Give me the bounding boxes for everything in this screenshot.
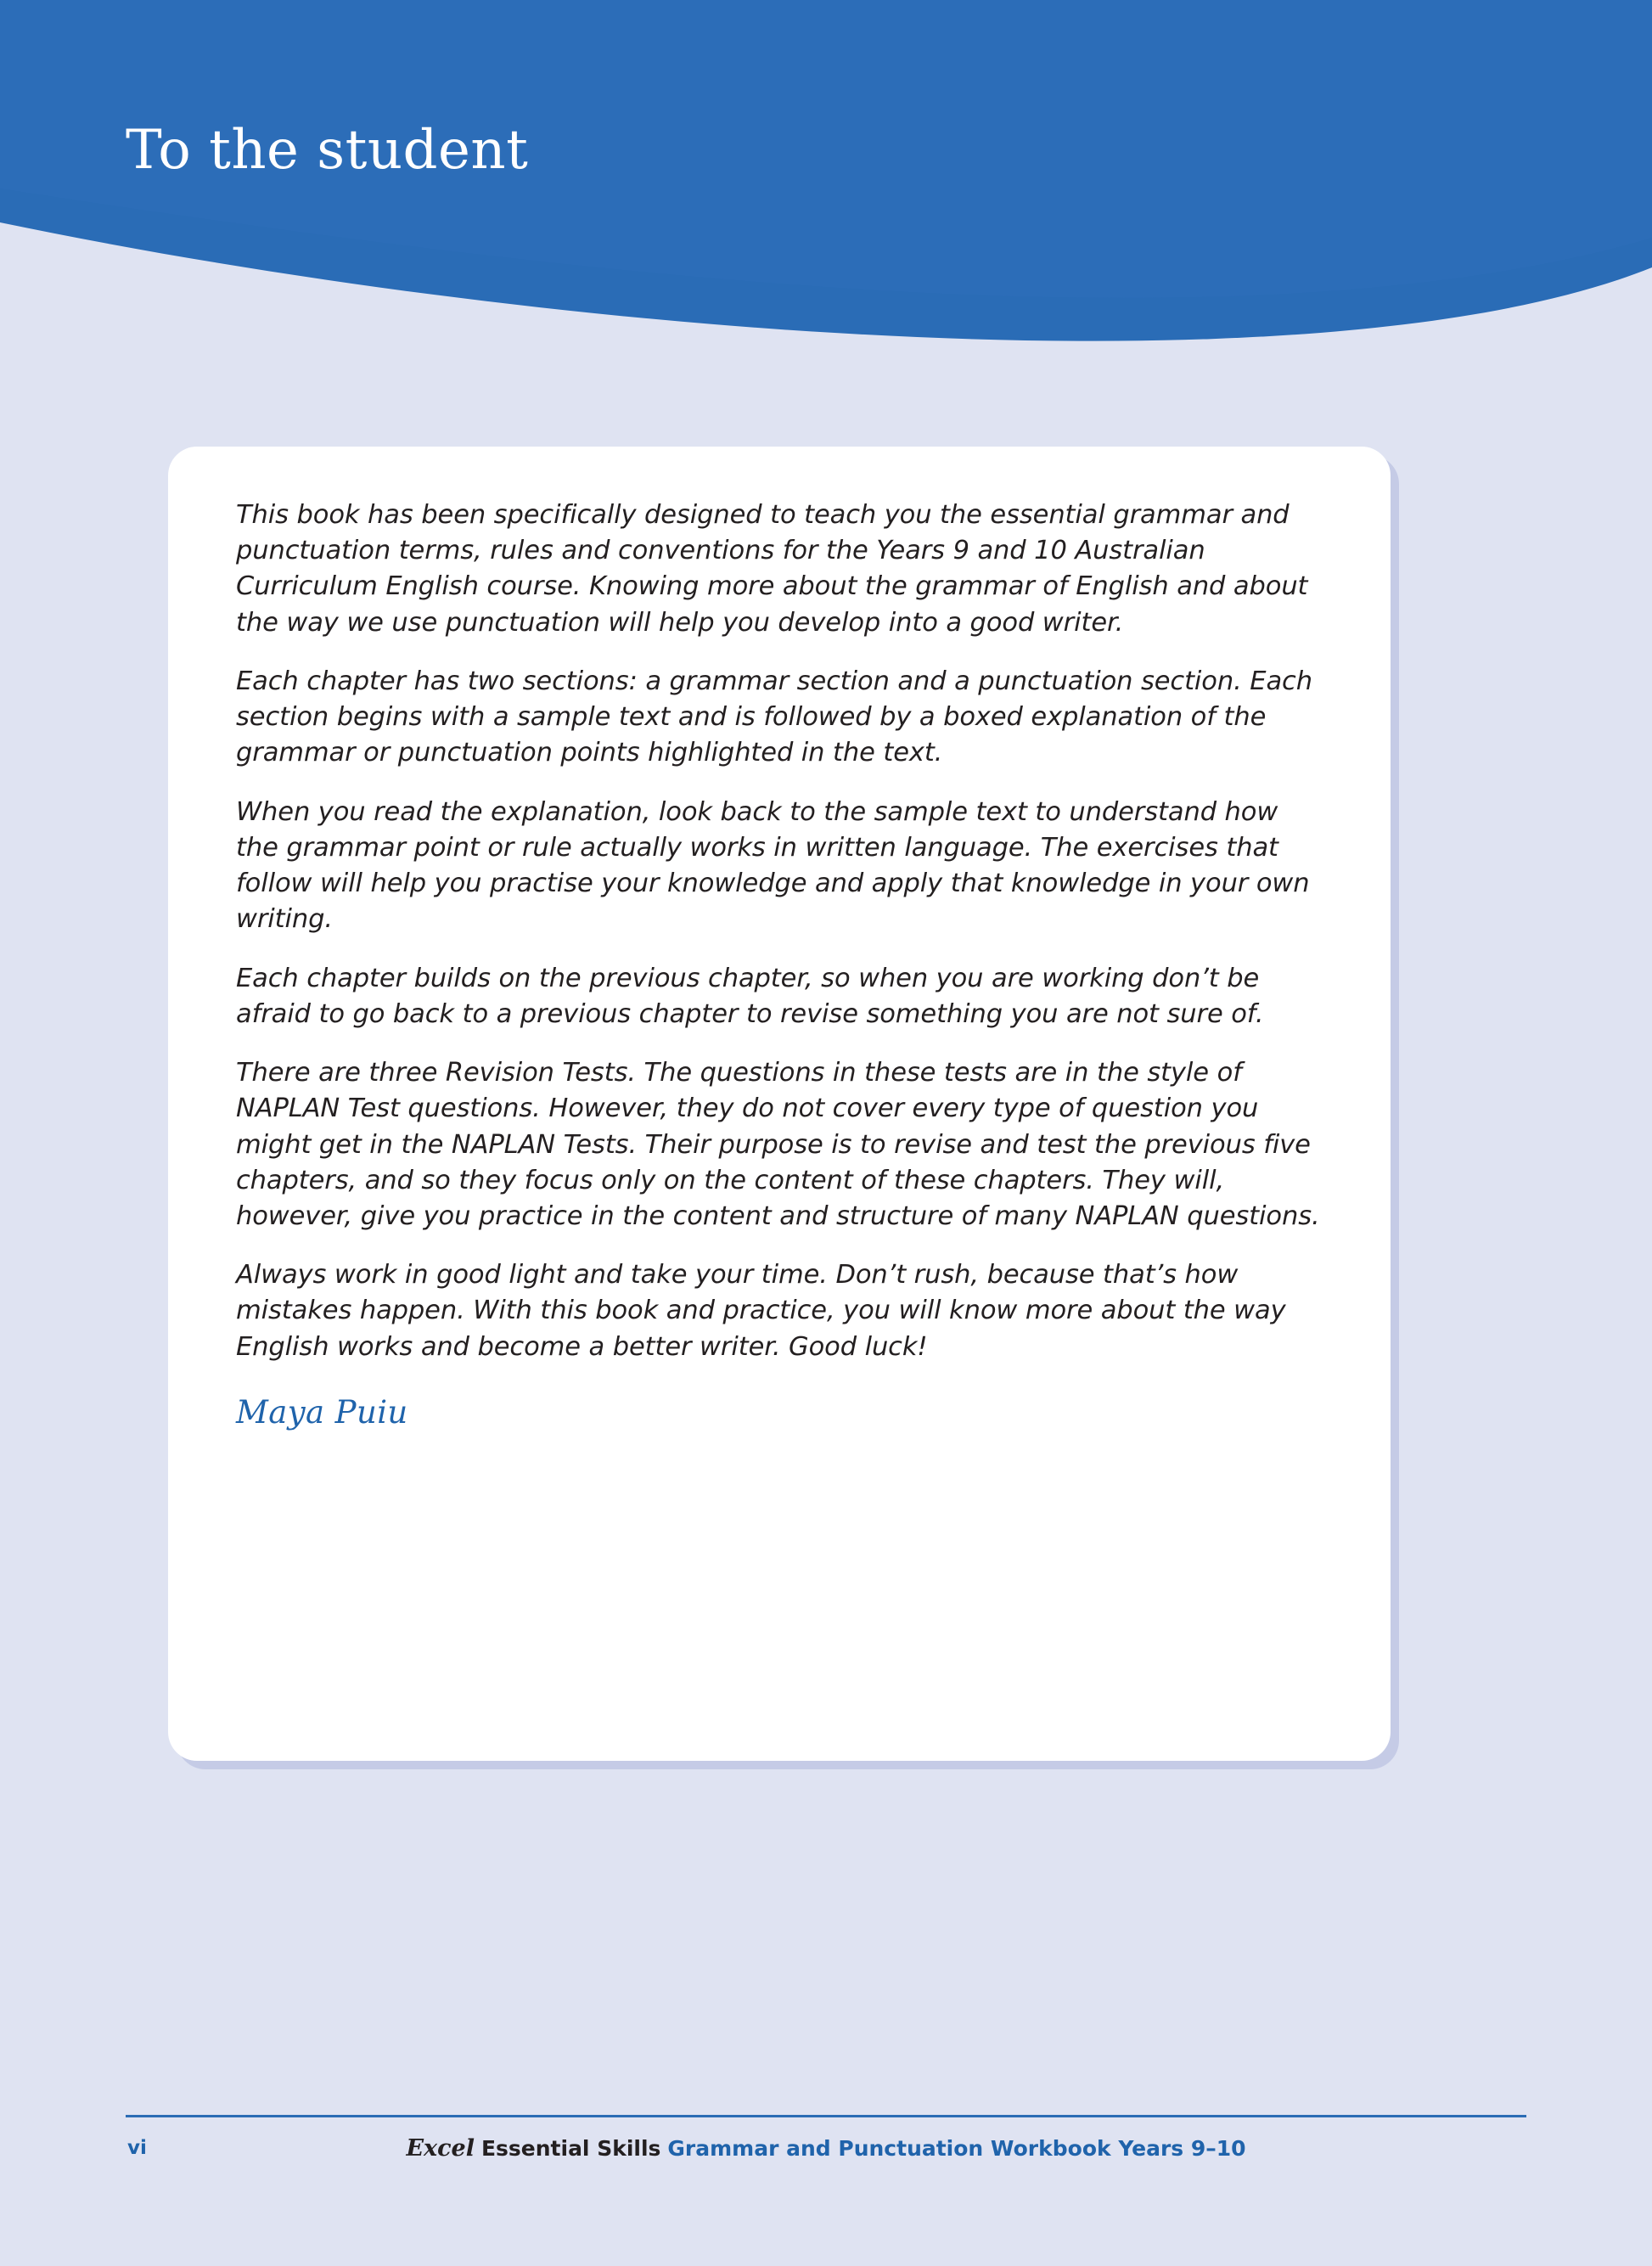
page-title: To the student [126, 119, 529, 182]
page-header-band [0, 0, 1652, 408]
intro-paragraph-2: Each chapter has two sections: a grammar section and a punctuation section. Each section begins with a sample text and is followed by a boxed explanation of the grammar or punctuation points highlighted in the text. [236, 666, 1312, 768]
intro-paragraph-1: This book has been specifically designed to teach you the essential grammar and punctuation terms, rules and conventions for the Years 9 and 10 Australian Curriculum English course. Knowing more about the grammar of English and about the way we use punctuation will help you develop into a good writer. [236, 500, 1308, 638]
footer-brand-subtitle: Essential Skills [480, 2136, 661, 2161]
footer-workbook-title: Grammar and Punctuation Workbook Years 9–10 [667, 2136, 1246, 2161]
intro-paragraph-4: Each chapter builds on the previous chapter, so when you are working don’t be afraid to go back to a previous chapter to revise something you are not sure of. [236, 963, 1264, 1029]
content-card [168, 447, 1391, 1761]
intro-paragraph-5: There are three Revision Tests. The questions in these tests are in the style of NAPLAN Test questions. However, they do not cover every type of question you might get in the NAPLAN Tests. Their purpose is to revise and test the previous five chapters, and so they focus only on the content of these chapters. They will, however, give you practice in the content and structure of many NAPLAN questions. [236, 1058, 1320, 1231]
footer-page-number: vi [127, 2137, 147, 2159]
footer-book-title [126, 2135, 1526, 2162]
footer-divider [126, 2115, 1526, 2117]
footer-brand-name: Excel [406, 2135, 475, 2162]
author-signature: Maya Puiu [236, 1393, 408, 1431]
intro-paragraph-3: When you read the explanation, look back to the sample text to understand how the grammar point or rule actually works in written language. The exercises that follow will help you practise your knowledge and apply that knowledge in your own writing. [236, 796, 1310, 935]
page-footer [126, 2115, 1526, 2174]
header-curve-shape [0, 0, 1652, 408]
intro-paragraph-6: Always work in good light and take your time. Don’t rush, because that’s how mistakes happen. With this book and practice, you will know more about the way English works and become a better writer. Good luck! [236, 1260, 1286, 1362]
